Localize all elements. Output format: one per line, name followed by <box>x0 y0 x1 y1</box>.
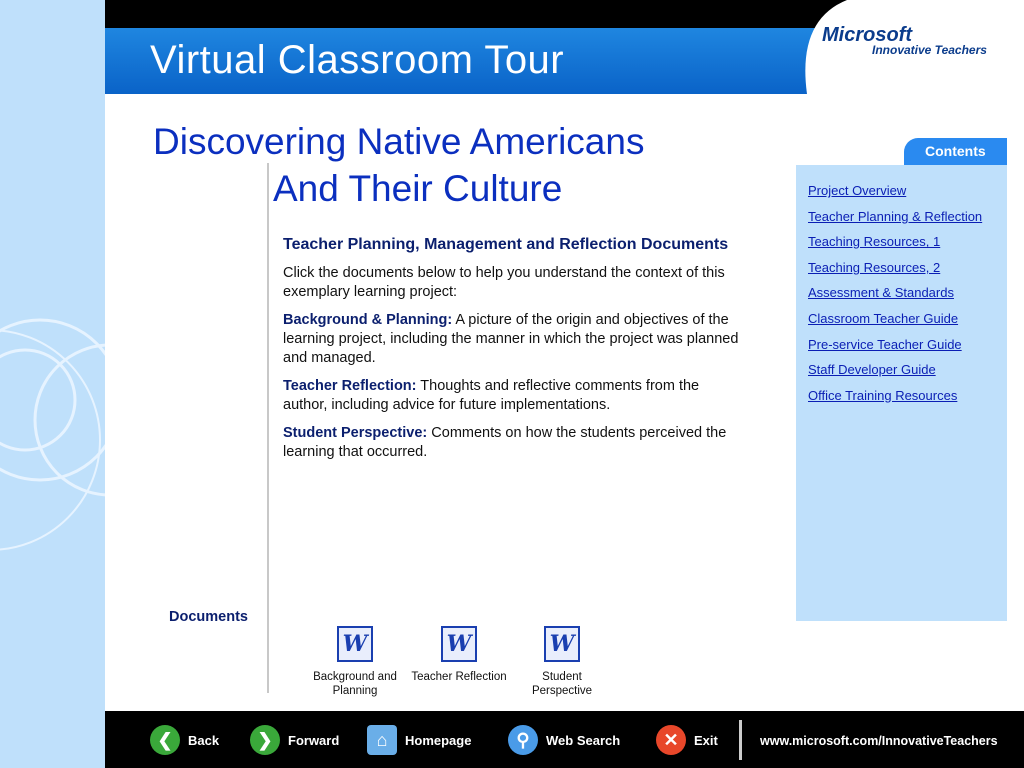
doc-student-perspective[interactable] <box>522 626 602 698</box>
decorative-left-strip <box>0 0 105 768</box>
decorative-circles <box>0 0 105 768</box>
contents-link-teacher-planning[interactable]: Teacher Planning & Reflection <box>808 208 983 224</box>
header-title: Virtual Classroom Tour <box>150 38 565 82</box>
page-title-line2: And Their Culture <box>273 168 563 209</box>
content-item-label: Teacher Reflection: <box>283 378 417 394</box>
logo-subtitle: Innovative Teachers <box>872 43 987 57</box>
forward-arrow-icon[interactable]: ❯ <box>250 725 280 755</box>
word-document-icon[interactable]: W <box>337 626 373 662</box>
content-item <box>283 311 745 368</box>
forward-button[interactable] <box>250 722 339 758</box>
content-heading: Teacher Planning, Management and Reflection Documents <box>283 236 729 253</box>
nav-label[interactable]: Back <box>188 732 220 748</box>
nav-label[interactable]: Forward <box>288 732 340 748</box>
back-arrow-icon[interactable]: ❮ <box>150 725 180 755</box>
content-block <box>283 234 745 471</box>
contents-link-teaching-resources-1[interactable]: Teaching Resources, 1 <box>808 234 941 250</box>
content-item <box>283 424 745 462</box>
contents-item <box>808 388 982 414</box>
magnifier-icon[interactable]: ⚲ <box>508 725 538 755</box>
home-icon[interactable]: ⌂ <box>367 725 397 755</box>
word-document-icon[interactable]: W <box>441 626 477 662</box>
exit-button[interactable] <box>656 722 718 758</box>
web-search-button[interactable] <box>508 722 620 758</box>
content-item-label: Student Perspective: <box>283 425 428 441</box>
content-item <box>283 377 745 415</box>
nav-label[interactable]: Web Search <box>546 732 621 748</box>
contents-link-office-training[interactable]: Office Training Resources <box>808 387 958 403</box>
content-intro: Click the documents below to help you understand the context of this exemplary learning project: <box>283 265 725 300</box>
close-icon[interactable]: ✕ <box>656 725 686 755</box>
doc-label[interactable]: Background and Planning <box>313 671 397 697</box>
nav-separator <box>739 720 742 760</box>
content-item-label: Background & Planning: <box>283 312 453 328</box>
contents-item <box>808 260 982 286</box>
page-title-line1: Discovering Native Americans <box>153 121 645 162</box>
nav-label[interactable]: Exit <box>694 732 718 748</box>
word-document-icon[interactable]: W <box>544 626 580 662</box>
homepage-button[interactable] <box>367 722 471 758</box>
vertical-divider <box>267 163 269 693</box>
contents-item <box>808 337 982 363</box>
site-url-link[interactable]: www.microsoft.com/InnovativeTeachers <box>760 734 998 748</box>
contents-link-project-overview[interactable]: Project Overview <box>808 183 907 198</box>
logo-brand: Microsoft <box>822 24 912 46</box>
contents-tab-label: Contents <box>925 143 986 159</box>
content-item-text: Thoughts and reflective comments from the author, including advice for future implementations. <box>283 378 700 413</box>
contents-link-teaching-resources-2[interactable]: Teaching Resources, 2 <box>808 259 941 275</box>
contents-link-preservice-guide[interactable]: Pre-service Teacher Guide <box>808 336 962 352</box>
contents-item <box>808 311 982 337</box>
doc-label[interactable]: Student Perspective <box>531 671 593 697</box>
contents-item <box>808 209 982 235</box>
doc-teacher-reflection[interactable] <box>405 626 513 684</box>
back-button[interactable] <box>150 722 219 758</box>
content-item-text: A picture of the origin and objectives of the learning project, including the manner in which the project was planned and managed. <box>283 312 739 366</box>
documents-label: Documents <box>169 609 248 625</box>
content-item-text: Comments on how the students perceived the learning that occurred. <box>283 425 727 460</box>
contents-item <box>808 285 982 311</box>
contents-item <box>808 183 982 209</box>
contents-link-classroom-teacher-guide[interactable]: Classroom Teacher Guide <box>808 310 959 326</box>
contents-item <box>808 234 982 260</box>
nav-label[interactable]: Homepage <box>405 732 472 748</box>
doc-label[interactable]: Teacher Reflection <box>411 671 507 683</box>
contents-item <box>808 362 982 388</box>
doc-background-planning[interactable] <box>305 626 405 698</box>
contents-link-assessment[interactable]: Assessment & Standards <box>808 285 954 301</box>
contents-link-list <box>808 183 982 413</box>
contents-link-staff-developer-guide[interactable]: Staff Developer Guide <box>808 362 936 378</box>
